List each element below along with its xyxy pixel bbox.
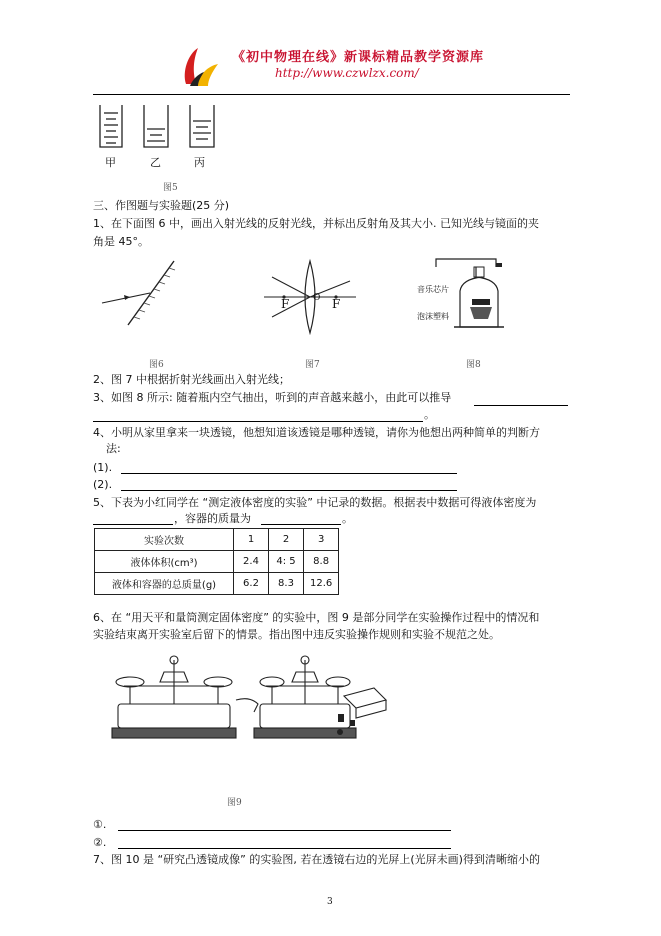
page-number: 3	[327, 897, 333, 907]
fig5-label-bing: 丙	[194, 156, 205, 169]
table-header-cell: 实验次数	[95, 529, 234, 551]
fig7-f-left: F	[281, 297, 290, 311]
q3-end: 。	[424, 408, 435, 421]
q6-line2: 实验结束离开实验室后留下的情景。指出图中违反实验操作规则和实验不规范之处。	[93, 628, 500, 641]
header	[90, 40, 570, 96]
beaker-bing	[190, 105, 214, 147]
balance-left	[112, 656, 236, 738]
table-header-cell: 2	[269, 529, 304, 551]
q5-end: 。	[342, 512, 353, 525]
table-cell: 8.8	[304, 551, 339, 573]
table-cell: 2.4	[234, 551, 269, 573]
q5-density-field[interactable]	[93, 512, 173, 525]
fig8-caption: 图8	[466, 360, 481, 370]
fig5-caption: 图5	[163, 183, 178, 193]
table-row	[95, 551, 339, 573]
fig9-balances	[100, 652, 390, 748]
q4-line2: 法:	[106, 442, 121, 455]
q5-line1: 5、下表为小红同学在 “测定液体密度的实验” 中记录的数据。根据表中数据可得液体密度为	[93, 496, 537, 509]
q4-answer2-field[interactable]	[121, 478, 457, 491]
q5-mass-field[interactable]	[261, 512, 341, 525]
fig8-label-chip: 音乐芯片	[417, 285, 449, 294]
fig9-caption: 图9	[227, 798, 242, 808]
fig7-f-right: F	[332, 297, 341, 311]
fig8-label-foam: 泡沫塑料	[417, 312, 449, 321]
q1-line1: 1、在下面图 6 中，画出入射光线的反射光线，并标出反射角及其大小. 已知光线与镜面的夹	[93, 217, 539, 230]
header-url[interactable]: http://www.czwlzx.com/	[275, 66, 419, 80]
fig5-label-yi: 乙	[150, 156, 161, 169]
header-title: 《初中物理在线》新课标精品教学资源库	[232, 50, 485, 65]
table-row	[95, 573, 339, 595]
table-header-row	[95, 529, 339, 551]
q2-text: 2、图 7 中根据折射光线画出入射光线；	[93, 373, 290, 386]
q7-line1: 7、图 10 是 “研究凸透镜成像” 的实验图, 若在透镜右边的光屏上(光屏未画)得到清晰缩小的	[93, 853, 540, 866]
beaker-yi	[144, 105, 168, 147]
fig7-o: O	[313, 293, 321, 303]
table-cell: 12.6	[304, 573, 339, 595]
table-header-cell: 3	[304, 529, 339, 551]
fig6-caption: 图6	[149, 360, 164, 370]
q5-data-table	[94, 528, 339, 595]
table-cell: 8.3	[269, 573, 304, 595]
fig5-label-jia: 甲	[105, 156, 116, 169]
fig8-bell-jar	[424, 255, 524, 335]
table-cell: 4: 5	[269, 551, 304, 573]
logo-icon	[178, 44, 222, 90]
table-cell: 液体体积(cm³)	[95, 551, 234, 573]
fig7-caption: 图7	[305, 360, 320, 370]
q4-blank1-label: (1).	[93, 461, 113, 474]
fig6-mirror	[100, 255, 180, 333]
section3-heading: 三、作图题与实验题(25 分)	[93, 199, 230, 212]
q3-blank-a[interactable]	[474, 393, 568, 406]
table-header-cell: 1	[234, 529, 269, 551]
q6-answer1-field[interactable]	[118, 818, 451, 831]
q6-blank2-label: ②.	[93, 836, 107, 849]
q3-text: 3、如图 8 所示: 随着瓶内空气抽出，听到的声音越来越小，由此可以推导	[93, 391, 452, 404]
q5-mid: ，容器的质量为	[174, 512, 251, 525]
q4-answer1-field[interactable]	[121, 461, 457, 474]
q4-blank2-label: (2).	[93, 478, 113, 491]
fig7-lens	[262, 255, 358, 335]
q1-line2: 角是 45°。	[93, 235, 149, 248]
q6-answer2-field[interactable]	[118, 836, 451, 849]
balance-right	[254, 656, 356, 738]
table-cell: 6.2	[234, 573, 269, 595]
q3-blank-b[interactable]	[93, 409, 423, 422]
beaker-jia	[100, 105, 122, 147]
q6-line1: 6、在 “用天平和量筒测定固体密度” 的实验中，图 9 是部分同学在实验操作过程中的情况和	[93, 611, 540, 624]
header-rule	[93, 94, 570, 95]
q6-blank1-label: ①.	[93, 818, 107, 831]
table-cell: 液体和容器的总质量(g)	[95, 573, 234, 595]
fig5-beakers	[96, 103, 226, 151]
q4-line1: 4、小明从家里拿来一块透镜，他想知道该透镜是哪种透镜，请你为他想出两种简单的判断方	[93, 426, 540, 439]
